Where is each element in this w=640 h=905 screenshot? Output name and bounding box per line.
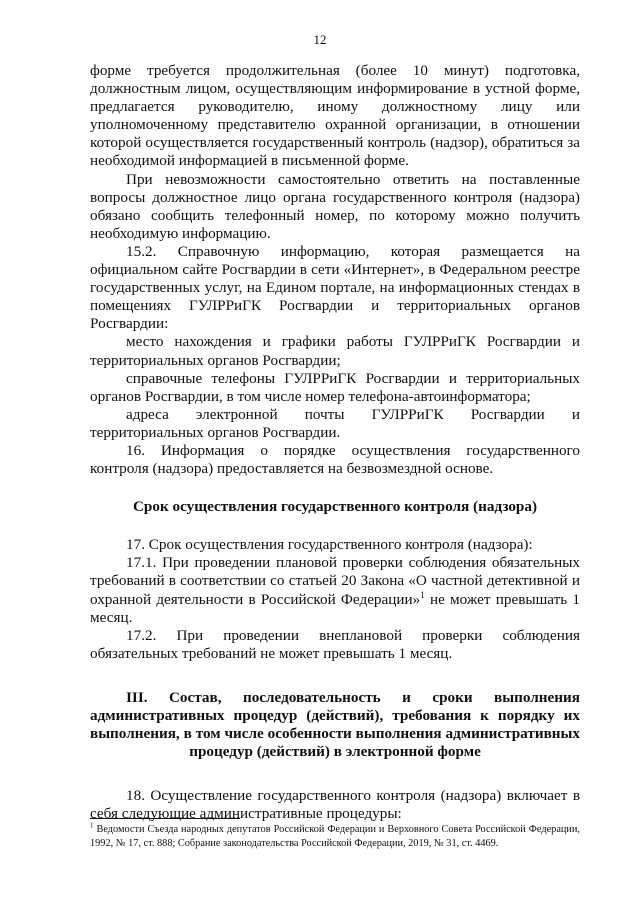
footnote-divider bbox=[90, 818, 240, 819]
section-heading-iii: III. Состав, последовательность и сроки выполнения административных процедур (действий), требования к порядку их выполнения, в том числе особенности выполнения административных процедур (действий) в электронной форме bbox=[90, 688, 580, 761]
footnote-mark: 1 bbox=[90, 821, 94, 830]
paragraph-phones: справочные телефоны ГУЛРРиГК Росгвардии и территориальных органов Росгвардии, в том числе номер телефона-автоинформатора; bbox=[90, 369, 580, 405]
paragraph-15-2: 15.2. Справочную информацию, которая размещается на официальном сайте Росгвардии в сети «Интернет», в Федеральном реестре государственных услуг, на Едином портале, на информационных стендах в помещениях ГУЛРРиГК Росгвардии и территориальных органов Росгвардии: bbox=[90, 242, 580, 333]
paragraph-16: 16. Информация о порядке осуществления государственного контроля (надзора) предоставляется на безвозмездной основе. bbox=[90, 441, 580, 478]
footnote-text: Ведомости Съезда народных депутатов Российской Федерации и Верховного Совета Российской Федерации, 1992, № 17, ст. 888; Собрание законодательства Российской Федерации, 2019, № 31, ст. 4469. bbox=[90, 824, 580, 849]
footnote bbox=[90, 823, 580, 851]
section-heading-term: Срок осуществления государственного контроля (надзора) bbox=[132, 498, 538, 516]
paragraph-17-1-text: 17.1. При проведении плановой проверки соблюдения обязательных требований в соответствии со статьей 20 Закона «О частной детективной и охранной деятельности в Российской Федерации» bbox=[90, 554, 580, 608]
paragraph-phone-info: При невозможности самостоятельно ответить на поставленные вопросы должностное лицо органа государственного контроля (надзора) обязано сообщить телефонный номер, по которому можно получить необходимую информацию. bbox=[90, 170, 580, 242]
document-body bbox=[90, 62, 580, 823]
paragraph-continuation: форме требуется продолжительная (более 10 минут) подготовка, должностным лицом, осуществляющим информирование в устной форме, предлагается руководителю, иному должностному лицу или уполномоченному представителю охранной организации, в отношении которой осуществляется государственный контроль (надзор), обратиться за необходимой информацией в письменной форме. bbox=[90, 62, 580, 170]
paragraph-17-2: 17.2. При проведении внеплановой проверки соблюдения обязательных требований не может превышать 1 месяц. bbox=[90, 626, 580, 662]
paragraph-17-1 bbox=[90, 554, 580, 626]
paragraph-17: 17. Срок осуществления государственного контроля (надзора): bbox=[126, 536, 533, 554]
paragraph-location: место нахождения и графики работы ГУЛРРиГК Росгвардии и территориальных органов Росгвардии; bbox=[90, 333, 580, 369]
paragraph-17-1-tail: не может превышать 1 месяц. bbox=[90, 590, 580, 626]
page-number: 12 bbox=[313, 32, 327, 47]
footnote-reference: 1 bbox=[420, 589, 425, 600]
paragraph-email: адреса электронной почты ГУЛРРиГК Росгвардии и территориальных органов Росгвардии. bbox=[90, 405, 580, 441]
paragraph-18: 18. Осуществление государственного контроля (надзора) включает в себя следующие административные процедуры: bbox=[90, 787, 580, 823]
